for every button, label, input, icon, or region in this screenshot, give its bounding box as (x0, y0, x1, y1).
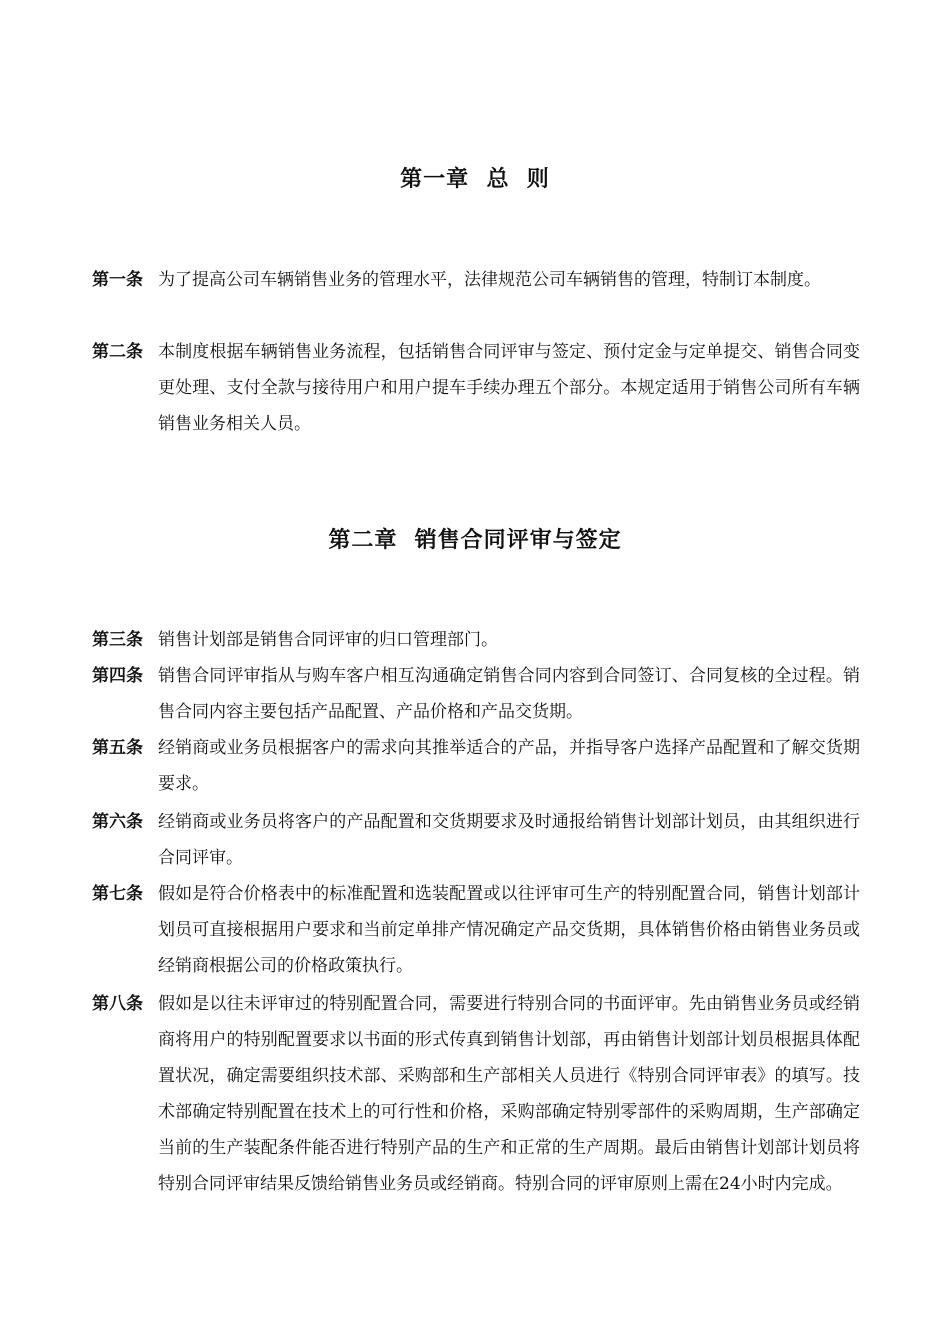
article-text: 假如是符合价格表中的标准配置和选装配置或以往评审可生产的特别配置合同，销售计划部计划员可直接根据用户要求和当前定单排产情况确定产品交货期，具体销售价格由销售业务员或经销商根据公司的价格政策执行。 (158, 884, 860, 976)
article-text: 销售计划部是销售合同评审的归口管理部门。 (158, 630, 498, 650)
article-label: 第二条 (92, 342, 143, 362)
article-label: 第七条 (92, 884, 143, 904)
chapter-title: 第一章 总 则 (400, 167, 550, 192)
article (92, 804, 860, 876)
article (92, 986, 860, 1202)
article (92, 730, 860, 802)
article (92, 658, 860, 730)
article-text: 销售合同评审指从与购车客户相互沟通确定销售合同内容到合同签订、合同复核的全过程。销售合同内容主要包括产品配置、产品价格和产品交货期。 (158, 666, 860, 722)
article-text: 为了提高公司车辆销售业务的管理水平，法律规范公司车辆销售的管理，特制订本制度。 (158, 270, 821, 290)
article-text: 假如是以往未评审过的特别配置合同，需要进行特别合同的书面评审。先由销售业务员或经销商将用户的特别配置要求以书面的形式传真到销售计划部，再由销售计划部计划员根据具体配置状况，确定需要组织技术部、采购部和生产部相关人员进行《特别合同评审表》的填写。技术部确定特别配置在技术上的可行性和价格，采购部确定特别零部件的采购周期，生产部确定当前的生产装配条件能否进行特别产品的生产和正常的生产周期。最后由销售计划部计划员将特别合同评审结果反馈给销售业务员或经销商。特别合同的评审原则上需在24小时内完成。 (158, 994, 860, 1194)
article-text: 经销商或业务员根据客户的需求向其推举适合的产品，并指导客户选择产品配置和了解交货期要求。 (158, 738, 860, 794)
article (92, 876, 860, 984)
article-text: 经销商或业务员将客户的产品配置和交货期要求及时通报给销售计划部计划员，由其组织进行合同评审。 (158, 812, 860, 868)
article-label: 第三条 (92, 630, 143, 650)
article (92, 262, 860, 298)
article-label: 第一条 (92, 270, 143, 290)
article (92, 334, 860, 442)
article-label: 第八条 (92, 994, 143, 1014)
article-label: 第四条 (92, 666, 143, 686)
article (92, 622, 860, 658)
article-label: 第六条 (92, 812, 143, 832)
article-label: 第五条 (92, 738, 143, 758)
chapter-title: 第二章 销售合同评审与签定 (328, 528, 622, 553)
article-text: 本制度根据车辆销售业务流程，包括销售合同评审与签定、预付定金与定单提交、销售合同变更处理、支付全款与接待用户和用户提车手续办理五个部分。本规定适用于销售公司所有车辆销售业务相关人员。 (158, 342, 860, 434)
